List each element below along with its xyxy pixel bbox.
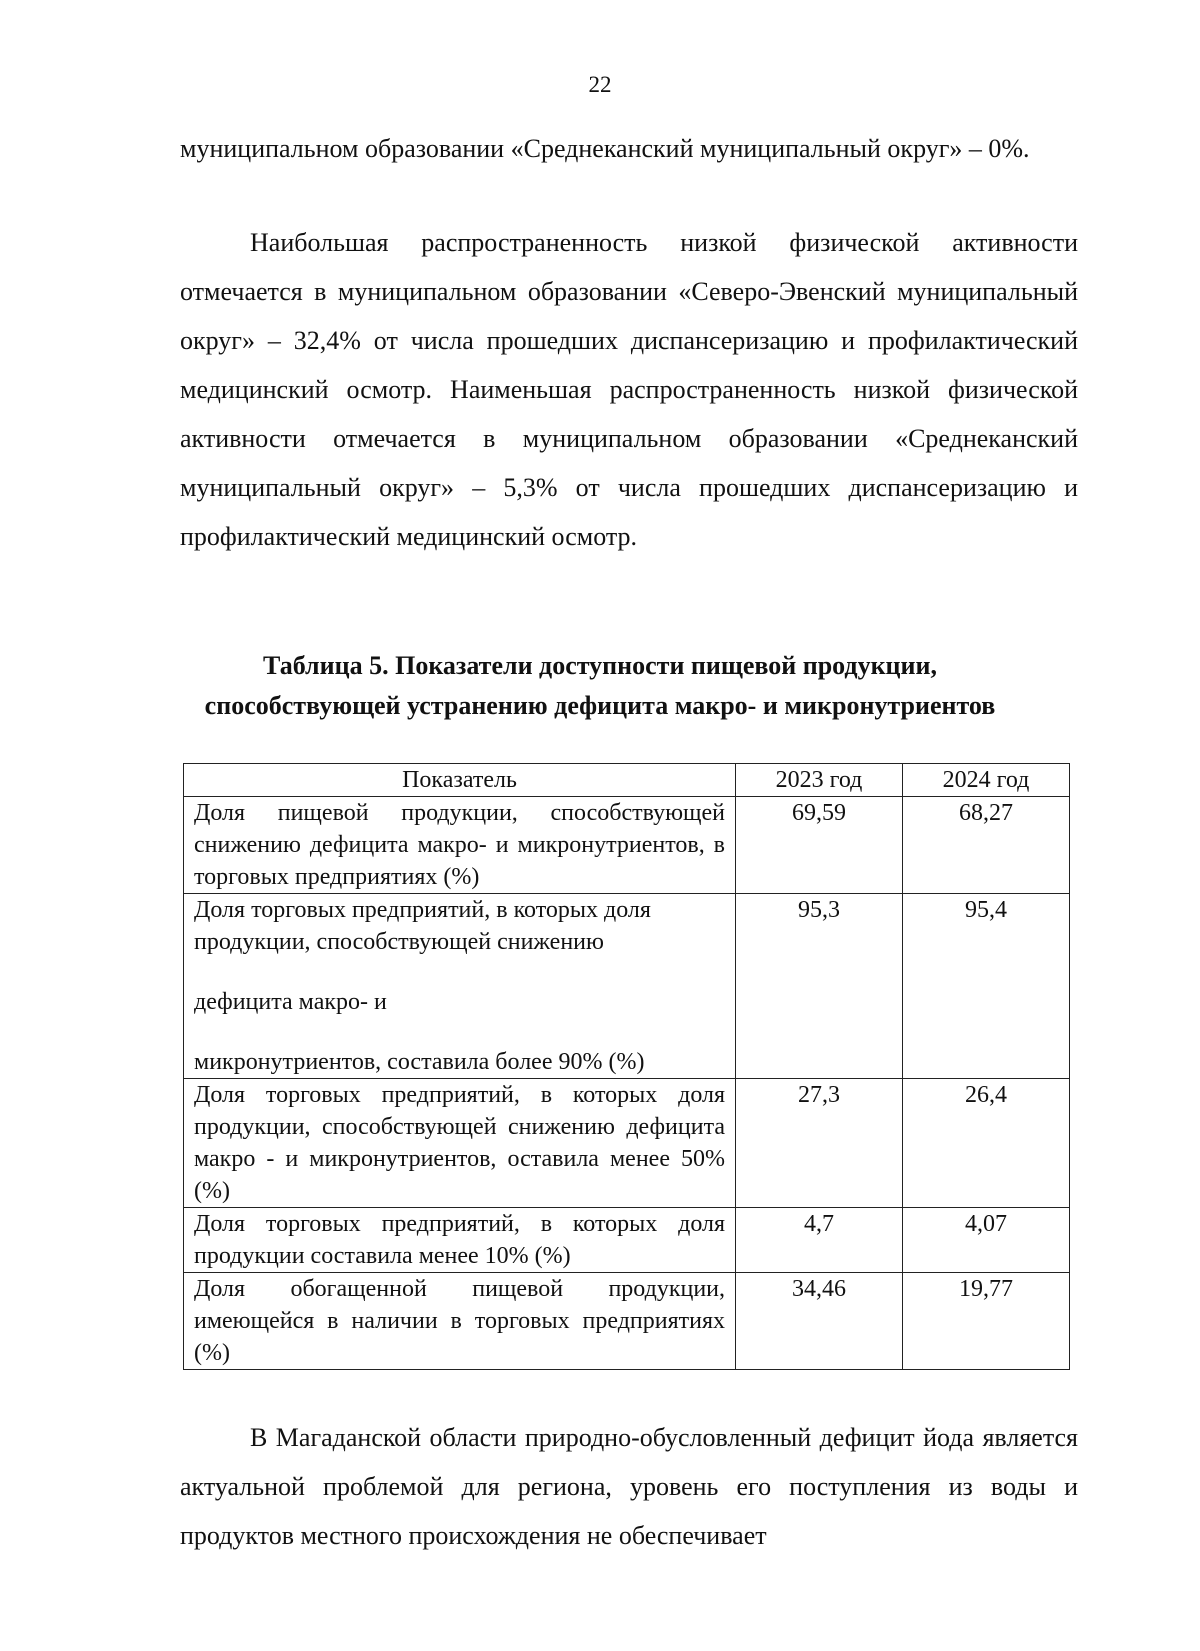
- value-2024-cell: 26,4: [903, 1079, 1070, 1208]
- value-2024-cell: 4,07: [903, 1208, 1070, 1273]
- table-row: [184, 1208, 1070, 1273]
- table-row: [184, 894, 1070, 1079]
- paragraph-intro: [180, 124, 1078, 173]
- value-2024-cell: 19,77: [903, 1273, 1070, 1370]
- value-2023-cell: 69,59: [736, 797, 903, 894]
- value-2024-cell: 95,4: [903, 894, 1070, 1079]
- value-2023-cell: 95,3: [736, 894, 903, 1079]
- indicator-cell: Доля пищевой продукции, способствующей снижению дефицита макро- и микронутриентов, в торговых предприятиях (%): [184, 797, 736, 894]
- value-2024-cell: 68,27: [903, 797, 1070, 894]
- indicator-line: микронутриентов, составила более 90% (%): [194, 1049, 645, 1075]
- table-header-row: [184, 764, 1070, 797]
- paragraph-text: В Магаданской области природно-обусловленный дефицит йода является актуальной проблемой для региона, уровень его поступления из воды и продуктов местного происхождения не обеспечивает: [180, 1423, 1078, 1550]
- table-row: [184, 797, 1070, 894]
- column-header-2023: 2023 год: [736, 764, 903, 797]
- column-header-2024: 2024 год: [903, 764, 1070, 797]
- table-row: [184, 1273, 1070, 1370]
- value-2023-cell: 4,7: [736, 1208, 903, 1273]
- indicator-line: дефицита макро- и: [194, 989, 387, 1015]
- indicator-cell: Доля обогащенной пищевой продукции, имеющейся в наличии в торговых предприятиях (%): [184, 1273, 736, 1370]
- indicator-line: Доля торговых предприятий, в которых доля продукции, способствующей снижению: [194, 897, 651, 955]
- value-2023-cell: 34,46: [736, 1273, 903, 1370]
- indicator-cell: [184, 894, 736, 1079]
- paragraph-iodine: [180, 1413, 1078, 1560]
- paragraph-text: Наибольшая распространенность низкой физической активности отмечается в муниципальном образовании «Северо-Эвенский муниципальный округ» – 32,4% от числа прошедших диспансеризацию и профилактический медицинский осмотр. Наименьшая распространенность низкой физической активности отмечается в муниципальном образовании «Среднеканский муниципальный округ» – 5,3% от числа прошедших диспансеризацию и профилактический медицинский осмотр.: [180, 228, 1078, 551]
- value-2023-cell: 27,3: [736, 1079, 903, 1208]
- paragraph-text: муниципальном образовании «Среднеканский муниципальный округ» – 0%.: [180, 134, 1030, 163]
- table-title: [150, 646, 1050, 726]
- indicators-table: [183, 763, 1070, 1370]
- column-header-indicator: Показатель: [184, 764, 736, 797]
- table-title-line-2: способствующей устранению дефицита макро- и микронутриентов: [204, 691, 996, 720]
- indicator-cell: Доля торговых предприятий, в которых доля продукции составила менее 10% (%): [184, 1208, 736, 1273]
- indicator-cell: Доля торговых предприятий, в которых доля продукции, способствующей снижению дефицита макро - и микронутриентов, оставила менее 50% (%): [184, 1079, 736, 1208]
- page-number: 22: [588, 72, 612, 97]
- table-row: [184, 1079, 1070, 1208]
- table-title-line-1: Таблица 5. Показатели доступности пищевой продукции,: [263, 651, 937, 680]
- paragraph-physical-activity: [180, 218, 1078, 561]
